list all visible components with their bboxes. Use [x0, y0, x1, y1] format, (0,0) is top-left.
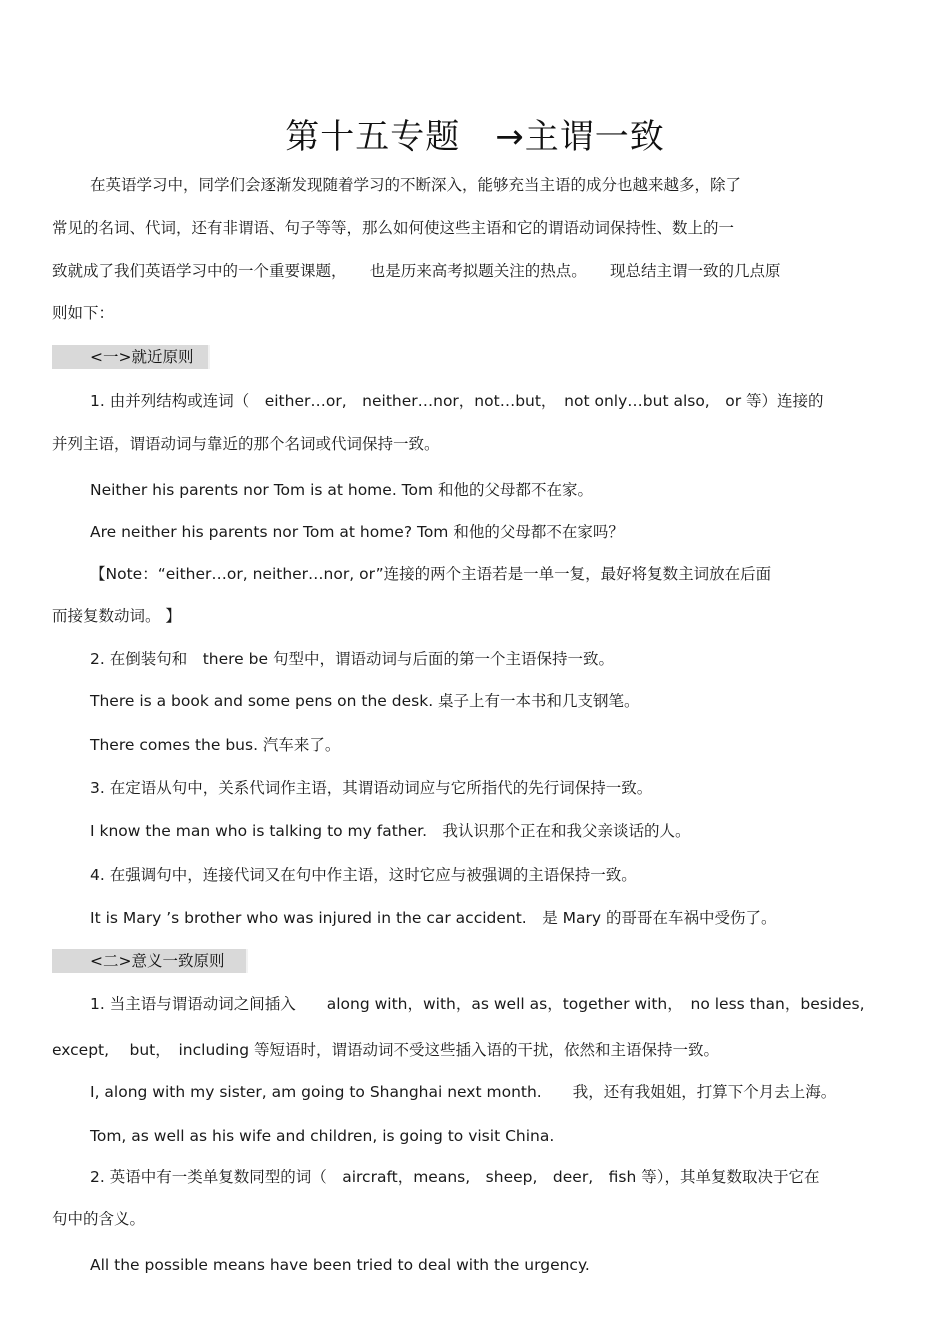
example-sentence: Are neither his parents nor Tom at home? Tom 和他的父母都不在家吗？ — [90, 523, 624, 541]
paragraph-line: 1. 当主语与谓语动词之间插入 along with，with，as well as，together with， no less than，besides, — [90, 995, 865, 1013]
paragraph-line: 句中的含义。 — [52, 1210, 146, 1228]
paragraph-line: 4. 在强调句中，连接代词又在句中作主语，这时它应与被强调的主语保持一致。 — [90, 866, 637, 884]
paragraph-line: 1. 由并列结构或连词（ either…or, neither…nor，not…but， not only…but also, or 等）连接的 — [90, 392, 824, 410]
paragraph-line: except, but， including 等短语时，谓语动词不受这些插入语的干扰，依然和主语保持一致。 — [52, 1041, 720, 1059]
example-sentence: There is a book and some pens on the desk. 桌子上有一本书和几支钢笔。 — [90, 692, 640, 710]
note-line: 【Note：“either…or, neither…nor, or”连接的两个主语若是一单一复，最好将复数主词放在后面 — [90, 565, 772, 583]
intro-line: 则如下： — [52, 304, 115, 322]
section-heading-meaning: <二>意义一致原则 — [52, 949, 248, 973]
intro-line: 致就成了我们英语学习中的一个重要课题， 也是历来高考拟题关注的热点。 现总结主谓一致的几点原 — [52, 262, 781, 280]
example-sentence: Neither his parents nor Tom is at home. Tom 和他的父母都不在家。 — [90, 481, 594, 499]
paragraph-line: 并列主语，谓语动词与靠近的那个名词或代词保持一致。 — [52, 435, 440, 453]
example-sentence: There comes the bus. 汽车来了。 — [90, 736, 341, 754]
intro-line: 在英语学习中，同学们会逐渐发现随着学习的不断深入，能够充当主语的成分也越来越多，除了 — [90, 176, 742, 194]
intro-line: 常见的名词、代词，还有非谓语、句子等等，那么如何使这些主语和它的谓语动词保持性、数上的一 — [52, 219, 735, 237]
section-heading-proximity: <一>就近原则 — [52, 345, 210, 369]
example-sentence: I, along with my sister, am going to Shanghai next month. 我，还有我姐姐，打算下个月去上海。 — [90, 1083, 837, 1101]
example-sentence: I know the man who is talking to my father. 我认识那个正在和我父亲谈话的人。 — [90, 822, 691, 840]
paragraph-line: 2. 在倒装句和 there be 句型中，谓语动词与后面的第一个主语保持一致。 — [90, 650, 614, 668]
example-sentence: Tom, as well as his wife and children, is going to visit China. — [90, 1127, 555, 1145]
paragraph-line: 2. 英语中有一类单复数同型的词（ aircraft，means, sheep, deer, fish 等），其单复数取决于它在 — [90, 1168, 820, 1186]
page-title: 第十五专题 →主谓一致 — [285, 117, 665, 157]
example-sentence: It is Mary ’s brother who was injured in the car accident. 是 Mary 的哥哥在车祸中受伤了。 — [90, 909, 777, 927]
example-sentence: All the possible means have been tried to deal with the urgency. — [90, 1256, 590, 1274]
paragraph-line: 3. 在定语从句中，关系代词作主语，其谓语动词应与它所指代的先行词保持一致。 — [90, 779, 653, 797]
note-line: 而接复数动词。 】 — [52, 607, 181, 625]
